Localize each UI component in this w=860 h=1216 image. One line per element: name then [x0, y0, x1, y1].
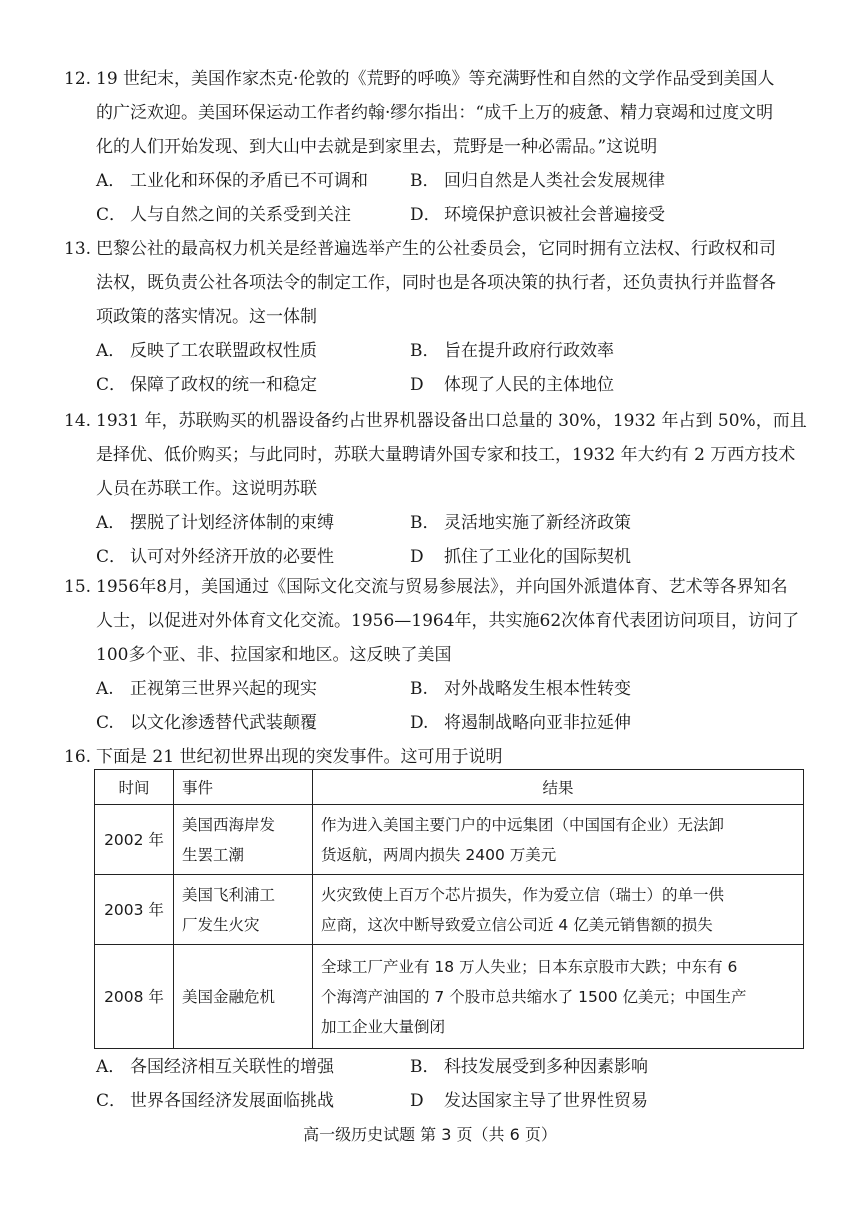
cell-event: 美国西海岸发 生罢工潮: [174, 805, 313, 875]
option-b[interactable]: B． 回归自然是人类社会发展规律: [410, 171, 665, 191]
question-stem: [64, 570, 804, 672]
stem-line: 法权，既负责公社各项法令的制定工作，同时也是各项决策的执行者，还负责执行并监督各: [96, 273, 776, 293]
option-c[interactable]: C. 以文化渗透替代武装颠覆: [96, 713, 317, 733]
question-14: [64, 404, 807, 574]
events-table: [94, 769, 804, 1049]
question-15: [64, 570, 804, 740]
cell-result: 作为进入美国主要门户的中远集团（中国国有企业）无法卸 货返航，两周内损失 2400 万美元: [313, 805, 804, 875]
option-row: [64, 506, 804, 540]
cell-result: 全球工厂产业有 18 万人失业；日本东京股市大跌；中东有 6 个海湾产油国的 7 个股市总共缩水了 1500 亿美元；中国生产 加工企业大量倒闭: [313, 945, 804, 1049]
option-row: [64, 1084, 804, 1118]
stem-line: 项政策的落实情况。这一体制: [96, 307, 317, 327]
cell-time: 2002 年: [95, 805, 174, 875]
option-row: [64, 164, 804, 198]
question-number: 16.: [64, 747, 92, 767]
option-c[interactable]: C． 世界各国经济发展面临挑战: [96, 1091, 334, 1111]
option-row: [64, 334, 804, 368]
stem-line: 的广泛欢迎。美国环保运动工作者约翰·缪尔指出：“成千上万的疲惫、精力衰竭和过度文明: [96, 103, 774, 123]
cell-event: 美国飞利浦工 厂发生火灾: [174, 875, 313, 945]
option-b[interactable]: B． 旨在提升政府行政效率: [410, 341, 614, 361]
option-row: [64, 1050, 804, 1084]
table-row: [95, 805, 804, 875]
option-d[interactable]: D 抓住了工业化的国际契机: [410, 547, 631, 567]
column-header-time: 时间: [95, 770, 174, 805]
option-b[interactable]: B． 灵活地实施了新经济政策: [410, 513, 631, 533]
stem-line: 19 世纪末，美国作家杰克·伦敦的《荒野的呼唤》等充满野性和自然的文学作品受到美国人: [96, 69, 775, 89]
option-a[interactable]: A． 反映了工农联盟政权性质: [96, 341, 317, 361]
question-stem: [64, 62, 804, 164]
option-a[interactable]: A. 正视第三世界兴起的现实: [96, 679, 317, 699]
stem-line: 100多个亚、非、拉国家和地区。这反映了美国: [96, 645, 452, 665]
stem-line: 下面是 21 世纪初世界出现的突发事件。这可用于说明: [96, 747, 503, 767]
column-header-result: 结果: [313, 770, 804, 805]
option-row: [64, 672, 804, 706]
question-stem: [64, 404, 807, 506]
question-number: 15.: [64, 577, 92, 597]
option-a[interactable]: A． 各国经济相互关联性的增强: [96, 1057, 334, 1077]
option-a[interactable]: A． 摆脱了计划经济体制的束缚: [96, 513, 334, 533]
option-d[interactable]: D 体现了人民的主体地位: [410, 375, 614, 395]
option-row: [64, 368, 804, 402]
cell-time: 2003 年: [95, 875, 174, 945]
question-number: 13.: [64, 239, 92, 259]
stem-line: 人员在苏联工作。这说明苏联: [96, 479, 317, 499]
option-row: [64, 706, 804, 740]
option-d[interactable]: D． 环境保护意识被社会普遍接受: [410, 205, 665, 225]
stem-line: 1931 年，苏联购买的机器设备约占世界机器设备出口总量的 30%，1932 年占到 50%，而且: [96, 411, 807, 431]
column-header-event: 事件: [174, 770, 313, 805]
table-row: [95, 875, 804, 945]
option-b[interactable]: B. 对外战略发生根本性转变: [410, 679, 631, 699]
option-row: [64, 198, 804, 232]
option-a[interactable]: A． 工业化和环保的矛盾已不可调和: [96, 171, 368, 191]
option-d[interactable]: D 发达国家主导了世界性贸易: [410, 1091, 648, 1111]
question-stem: [64, 232, 804, 334]
stem-line: 1956年8月，美国通过《国际文化交流与贸易参展法》，并向国外派遣体育、艺术等各界知名: [96, 577, 788, 597]
question-13: [64, 232, 804, 402]
question-number: 14.: [64, 411, 92, 431]
cell-result: 火灾致使上百万个芯片损失，作为爱立信（瑞士）的单一供 应商，这次中断导致爱立信公司近 4 亿美元销售额的损失: [313, 875, 804, 945]
option-c[interactable]: C． 保障了政权的统一和稳定: [96, 375, 317, 395]
option-c[interactable]: C． 人与自然之间的关系受到关注: [96, 205, 351, 225]
option-b[interactable]: B． 科技发展受到多种因素影响: [410, 1057, 648, 1077]
question-16-options: [64, 1050, 804, 1118]
page-footer: 高一级历史试题 第 3 页（共 6 页）: [303, 1125, 557, 1144]
cell-time: 2008 年: [95, 945, 174, 1049]
option-c[interactable]: C． 认可对外经济开放的必要性: [96, 547, 334, 567]
stem-line: 化的人们开始发现、到大山中去就是到家里去，荒野是一种必需品。”这说明: [96, 137, 658, 157]
option-d[interactable]: D. 将遏制战略向亚非拉延伸: [410, 713, 631, 733]
stem-line: 是择优、低价购买；与此同时，苏联大量聘请外国专家和技工，1932 年大约有 2 万西方技术: [96, 445, 796, 465]
option-row: [64, 540, 804, 574]
table-row: [95, 945, 804, 1049]
table-header-row: [95, 770, 804, 805]
cell-event: 美国金融危机: [174, 945, 313, 1049]
stem-line: 巴黎公社的最高权力机关是经普遍选举产生的公社委员会，它同时拥有立法权、行政权和司: [96, 239, 776, 259]
question-number: 12.: [64, 69, 92, 89]
stem-line: 人士，以促进对外体育文化交流。1956—1964年，共实施62次体育代表团访问项目，访问了: [96, 611, 800, 631]
question-12: [64, 62, 804, 232]
